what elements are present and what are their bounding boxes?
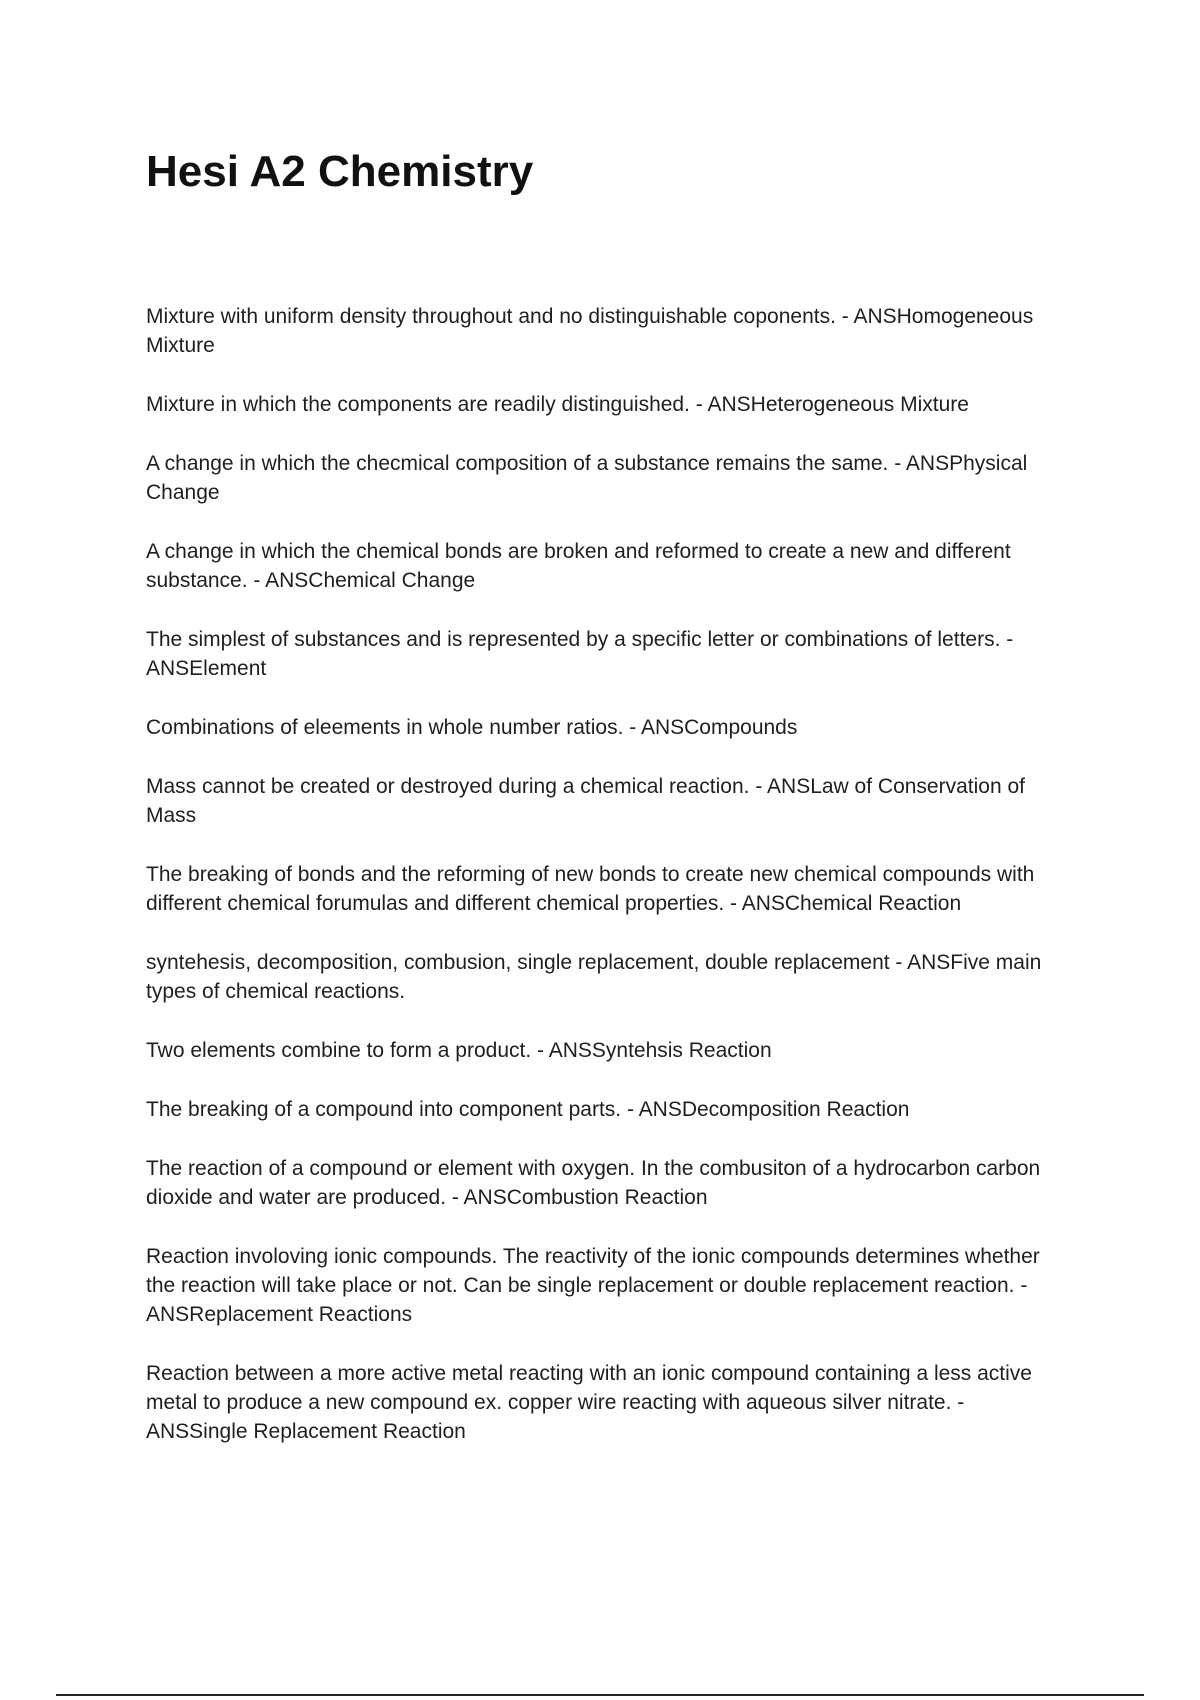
qa-answer: ANSChemical Reaction bbox=[741, 892, 962, 915]
qa-item bbox=[146, 1154, 1066, 1212]
qa-item bbox=[146, 860, 1066, 918]
qa-answer: ANSReplacement Reactions bbox=[146, 1303, 413, 1326]
qa-item bbox=[146, 1036, 1066, 1065]
qa-item bbox=[146, 1359, 1066, 1446]
qa-question: The simplest of substances and is represented by a specific letter or combinations of letters. - bbox=[146, 628, 1014, 651]
qa-question: Reaction involoving ionic compounds. The reactivity of the ionic compounds determines whether the reaction will take place or not. Can be single replacement or double replacement reaction. - bbox=[146, 1245, 1040, 1297]
qa-item bbox=[146, 537, 1066, 595]
qa-question: A change in which the checmical composition of a substance remains the same. - bbox=[146, 452, 902, 475]
qa-question: Combinations of eleements in whole number ratios. - bbox=[146, 716, 637, 739]
qa-item bbox=[146, 390, 1066, 419]
qa-item bbox=[146, 1095, 1066, 1124]
qa-question: A change in which the chemical bonds are broken and reformed to create a new and different substance. - bbox=[146, 540, 1011, 592]
qa-question: syntehesis, decomposition, combusion, single replacement, double replacement - bbox=[146, 951, 903, 974]
qa-question: Mixture with uniform density throughout and no distinguishable coponents. - bbox=[146, 305, 849, 328]
qa-answer: ANSChemical Change bbox=[265, 569, 476, 592]
qa-item bbox=[146, 1242, 1066, 1329]
qa-question: Mixture in which the components are readily distinguished. - bbox=[146, 393, 703, 416]
qa-item bbox=[146, 302, 1066, 360]
qa-question: The reaction of a compound or element with oxygen. In the combusiton of a hydrocarbon carbon dioxide and water are produced. - bbox=[146, 1157, 1041, 1209]
qa-answer: ANSLaw of Conservation of Mass bbox=[146, 775, 1025, 827]
qa-answer: ANSFive main types of chemical reactions. bbox=[146, 951, 1042, 1003]
qa-answer: ANSElement bbox=[146, 657, 267, 680]
qa-answer: ANSSyntehsis Reaction bbox=[548, 1039, 772, 1062]
qa-answer: ANSPhysical Change bbox=[146, 452, 1028, 504]
qa-question: Mass cannot be created or destroyed during a chemical reaction. - bbox=[146, 775, 763, 798]
qa-item bbox=[146, 625, 1066, 683]
qa-question: The breaking of a compound into component parts. - bbox=[146, 1098, 634, 1121]
qa-list bbox=[146, 302, 1066, 1476]
qa-question: Reaction between a more active metal reacting with an ionic compound containing a less active metal to produce a new compound ex. copper wire reacting with aqueous silver nitrate. - bbox=[146, 1362, 1032, 1414]
footer-divider bbox=[56, 1694, 1144, 1696]
qa-question: Two elements combine to form a product. - bbox=[146, 1039, 545, 1062]
page-title: Hesi A2 Chemistry bbox=[146, 147, 534, 196]
qa-answer: ANSHeterogeneous Mixture bbox=[707, 393, 969, 416]
qa-item bbox=[146, 713, 1066, 742]
qa-answer: ANSCombustion Reaction bbox=[463, 1186, 708, 1209]
qa-answer: ANSHomogeneous Mixture bbox=[146, 305, 1034, 357]
qa-answer: ANSDecomposition Reaction bbox=[638, 1098, 910, 1121]
qa-answer: ANSCompounds bbox=[640, 716, 798, 739]
qa-item bbox=[146, 772, 1066, 830]
qa-answer: ANSSingle Replacement Reaction bbox=[146, 1420, 466, 1443]
qa-item bbox=[146, 948, 1066, 1006]
qa-question: The breaking of bonds and the reforming of new bonds to create new chemical compounds with different chemical forumulas and different chemical properties. - bbox=[146, 863, 1035, 915]
qa-item bbox=[146, 449, 1066, 507]
